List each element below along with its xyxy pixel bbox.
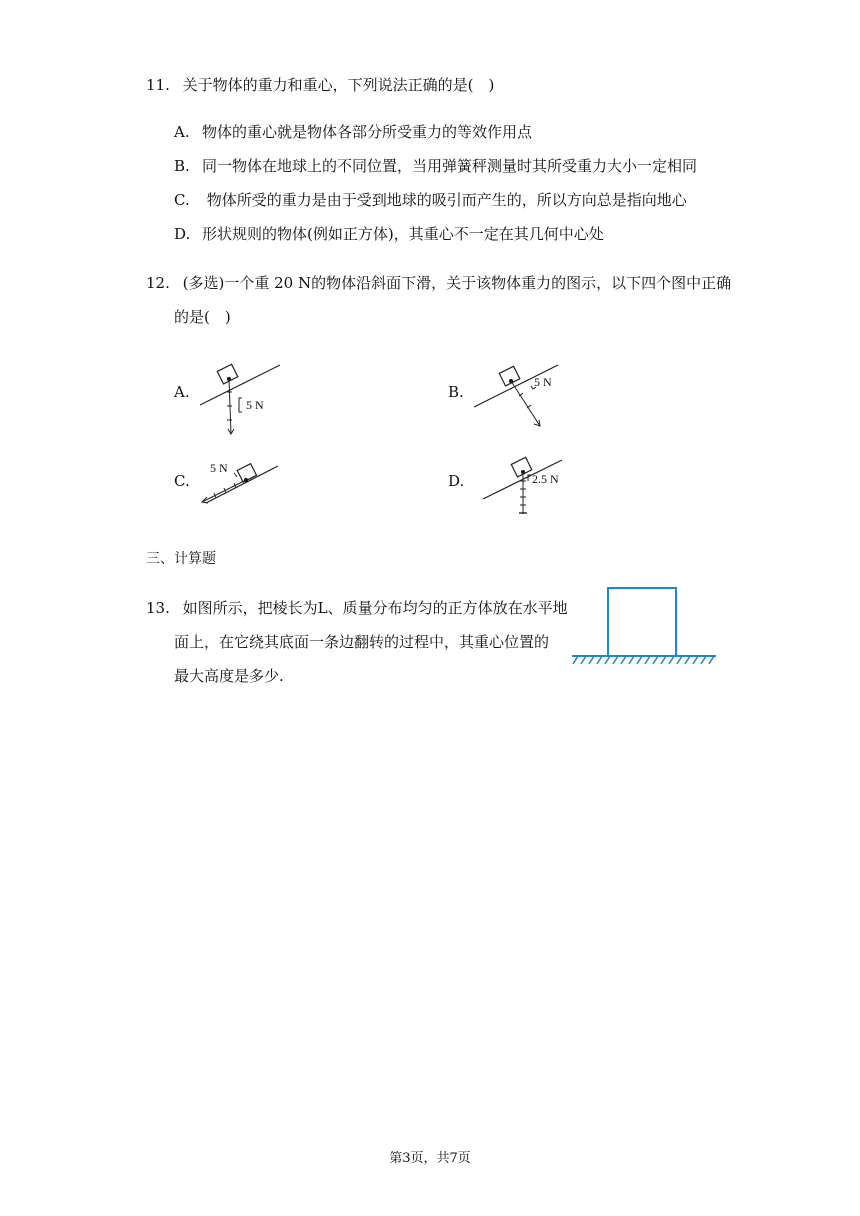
figure-label: 5 N [246, 398, 264, 412]
question-stem-line2: 的是( ) [174, 308, 231, 326]
option-text: 物体所受的重力是由于受到地球的吸引而产生的，所以方向总是指向地心 [202, 191, 687, 209]
figure-option-a-letter[interactable]: A. [174, 383, 190, 401]
option-d[interactable] [174, 223, 604, 244]
option-text: 同一物体在地球上的不同位置，当用弹簧秤测量时其所受重力大小一定相同 [202, 157, 698, 175]
question-number: 13. [146, 599, 170, 617]
cube [608, 588, 676, 656]
question-12 [146, 272, 731, 293]
figure-option-b [470, 362, 566, 434]
figure-label: 5 N [534, 375, 552, 389]
question-13 [146, 597, 568, 618]
option-letter: D. [174, 225, 191, 243]
figure-option-d-letter[interactable]: D. [448, 472, 465, 490]
figure-label: 5 N [210, 461, 228, 475]
figure-option-b-letter[interactable]: B. [448, 383, 464, 401]
question-text-line1: 如图所示，把棱长为L、质量分布均匀的正方体放在水平地 [182, 599, 568, 617]
option-text: 形状规则的物体(例如正方体)，其重心不一定在其几何中心处 [202, 225, 604, 243]
figure-option-c [198, 456, 282, 508]
cube-on-ground-figure [570, 584, 720, 668]
figure-option-a [196, 362, 286, 438]
section-title: 三、计算题 [146, 551, 216, 567]
figure-option-c-letter[interactable]: C. [174, 472, 190, 490]
option-b[interactable] [174, 155, 697, 176]
question-text-line2: 面上，在它绕其底面一条边翻转的过程中，其重心位置的 [174, 633, 550, 651]
page-footer: 第3页，共7页 [389, 1151, 471, 1166]
question-number: 11. [146, 76, 170, 94]
question-stem-line1: (多选)一个重 20 N的物体沿斜面下滑，关于该物体重力的图示，以下四个图中正确 [182, 274, 732, 292]
option-text: 物体的重心就是物体各部分所受重力的等效作用点 [202, 123, 533, 141]
option-letter: C. [174, 191, 190, 209]
question-stem: 关于物体的重力和重心，下列说法正确的是( ) [182, 76, 495, 94]
option-c[interactable] [174, 189, 687, 210]
option-letter: A. [174, 123, 190, 141]
option-a[interactable] [174, 121, 532, 142]
question-11 [146, 74, 494, 95]
question-number: 12. [146, 274, 170, 292]
ground-hatching [573, 656, 714, 664]
figure-label: 2.5 N [532, 472, 559, 486]
figure-option-d [480, 454, 572, 518]
question-text-line3: 最大高度是多少. [174, 667, 284, 685]
option-letter: B. [174, 157, 190, 175]
